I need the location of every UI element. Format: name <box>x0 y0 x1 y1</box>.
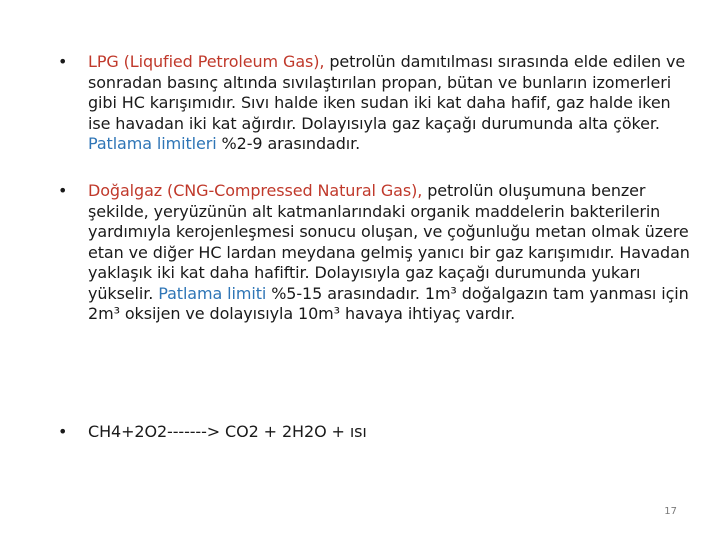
page-number: 17 <box>664 506 677 517</box>
lpg-description: petrolün damıtılması sırasında elde edilen ve sonradan basınç altında sıvılaştırılan propan, bütan ve bunların izomerleri gibi HC karışımıdır. Sıvı halde iken sudan iki kat daha hafif, gaz halde iken ise havadan iki kat ağırdır. Dolayısıyla gaz kaçağı durumunda alta çöker. <box>88 52 686 133</box>
bullet-symbol: • <box>58 422 68 441</box>
term-explosion-limits: Patlama limitleri <box>88 134 217 153</box>
bullet-lpg <box>58 52 692 155</box>
bullet-text <box>88 181 692 325</box>
natural-gas-description: petrolün oluşumuna benzer şekilde, yeryüzünün alt katmanlarındaki organik maddelerin bakterilerin yardımıyla kerojenleşmesi sonucu oluşan, ve çoğunluğu metan olmak üzere etan ve diğer HC lardan meydana gelmiş yanıcı bir gaz karışımıdır. Havadan yaklaşık iki kat daha hafiftir. Dolayısıyla gaz kaçağı durumunda yukarı yükselir. <box>88 181 690 303</box>
term-natural-gas: Doğalgaz (CNG-Compressed Natural Gas), <box>88 181 423 200</box>
bullet-natural-gas <box>58 181 692 325</box>
term-lpg: LPG (Liqufied Petroleum Gas), <box>88 52 325 71</box>
bullet-reaction <box>58 422 692 443</box>
bullet-text <box>88 52 692 155</box>
reaction-equation: CH4+2O2-------> CO2 + 2H2O + ısı <box>88 422 367 441</box>
term-explosion-limit: Patlama limiti <box>158 283 267 303</box>
bullet-symbol: • <box>58 181 68 200</box>
natural-gas-limits-value: %5-15 arasındadır. 1m³ doğalgazın tam yanması için 2m³ oksijen ve dolayısıyla 10m³ havaya ihtiyaç vardır. <box>88 283 689 323</box>
bullet-symbol: • <box>58 52 68 71</box>
lpg-limits-value: %2-9 arasındadır. <box>216 134 361 153</box>
